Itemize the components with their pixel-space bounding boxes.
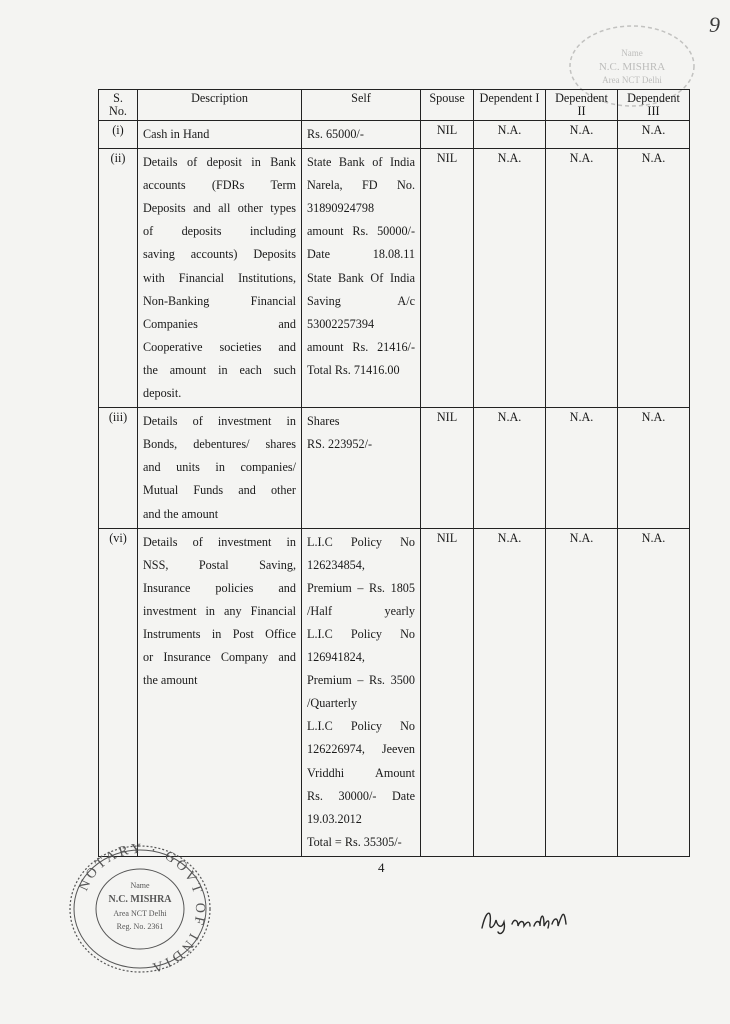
cell-dependent-3: N.A. — [618, 408, 690, 528]
cell-description-line: NSS, Postal Saving, — [143, 557, 296, 572]
seal-line: Reg. No. 2361 — [116, 922, 164, 931]
cell-self-line: 53002257394 — [307, 316, 375, 331]
cell-description — [138, 149, 302, 408]
cell-self-line: 19.03.2012 — [307, 811, 362, 826]
cell-sno: (i) — [99, 121, 138, 149]
cell-self — [302, 408, 421, 528]
cell-self — [302, 121, 421, 149]
cell-self-line: 126234854, — [307, 557, 365, 572]
cell-dependent-3: N.A. — [618, 121, 690, 149]
cell-self-line: L.I.C Policy No — [307, 626, 415, 641]
cell-self-line: amount Rs. 50000/- — [307, 224, 415, 239]
cell-description-line: Bonds, debentures/ shares — [143, 437, 296, 452]
cell-spouse: NIL — [421, 528, 474, 856]
seal-line: Name — [130, 881, 150, 890]
cell-self-line: L.I.C Policy No — [307, 534, 415, 549]
faded-stamp-line: N.C. MISHRA — [598, 61, 666, 73]
header-description: Description — [138, 90, 302, 121]
table-row — [99, 408, 690, 528]
table-header-row — [99, 90, 690, 121]
cell-description-line: Deposits and all other types — [143, 201, 296, 216]
cell-description-line: and units in companies/ — [143, 460, 296, 475]
faded-stamp-line: Area NCT Delhi — [602, 75, 662, 85]
cell-description-line: Cooperative societies and — [143, 339, 296, 354]
cell-description-line: Non-Banking Financial — [143, 293, 296, 308]
cell-description — [138, 528, 302, 856]
header-dependent-3: Dependent III — [618, 90, 690, 121]
cell-description — [138, 121, 302, 149]
cell-description-line: accounts (FDRs Term — [143, 178, 296, 193]
cell-self-line: 126941824, — [307, 650, 365, 665]
cell-self-line: State Bank of India — [307, 155, 415, 170]
faded-stamp-line: Name — [621, 48, 643, 58]
seal-line: N.C. MISHRA — [108, 894, 172, 905]
cell-dependent-3: N.A. — [618, 149, 690, 408]
header-self: Self — [302, 90, 421, 121]
cell-self-line: Total Rs. 71416.00 — [307, 362, 400, 377]
cell-dependent-1: N.A. — [474, 528, 546, 856]
cell-description-line: investment in any Financial — [143, 603, 296, 618]
cell-spouse: NIL — [421, 408, 474, 528]
cell-description-line: Details of deposit in Bank — [143, 155, 296, 170]
cell-self-line: Premium – Rs. 1805 — [307, 580, 415, 595]
cell-self-line: /Half yearly — [307, 603, 415, 618]
cell-dependent-3: N.A. — [618, 528, 690, 856]
seal-line: Area NCT Delhi — [113, 909, 167, 918]
cell-description-line: Cash in Hand — [143, 127, 210, 141]
assets-table — [98, 89, 690, 857]
cell-self-line: Rs. 65000/- — [307, 127, 364, 141]
table-row — [99, 528, 690, 856]
cell-description-line: the amount — [143, 673, 198, 688]
cell-description-line: Instruments in Post Office — [143, 626, 296, 641]
cell-description-line: the amount in each such — [143, 362, 296, 377]
cell-self-line: 31890924798 — [307, 201, 375, 216]
cell-self-line: Date 18.08.11 — [307, 247, 415, 262]
cell-description-line: deposit. — [143, 386, 182, 401]
cell-description-line: with Financial Institutions, — [143, 270, 296, 285]
cell-description — [138, 408, 302, 528]
cell-self-line: Rs. 30000/- Date — [307, 788, 415, 803]
cell-self-line: 126226974, Jeeven — [307, 742, 415, 757]
cell-dependent-1: N.A. — [474, 121, 546, 149]
cell-description-line: Mutual Funds and other — [143, 483, 296, 498]
cell-spouse: NIL — [421, 149, 474, 408]
seal-ring-text: NOTARY · GOVT OF INDIA — [76, 842, 208, 976]
cell-spouse: NIL — [421, 121, 474, 149]
cell-sno: (iii) — [99, 408, 138, 528]
cell-self-line: Premium – Rs. 3500 — [307, 673, 415, 688]
cell-self-line: amount Rs. 21416/- — [307, 339, 415, 354]
cell-self-line: Shares — [307, 414, 340, 429]
cell-description-line: and the amount — [143, 506, 219, 521]
header-spouse: Spouse — [421, 90, 474, 121]
notary-seal — [66, 842, 214, 976]
cell-self-line: Vriddhi Amount — [307, 765, 415, 780]
cell-self-line: Narela, FD No. — [307, 178, 415, 193]
cell-description-line: saving accounts) Deposits — [143, 247, 296, 262]
signature — [478, 898, 578, 938]
cell-description-line: or Insurance Company and — [143, 650, 296, 665]
cell-self-line: Total = Rs. 35305/- — [307, 834, 402, 849]
cell-sno: (vi) — [99, 528, 138, 856]
cell-description-line: Details of investment in — [143, 414, 296, 429]
cell-dependent-1: N.A. — [474, 408, 546, 528]
cell-sno: (ii) — [99, 149, 138, 408]
cell-description-line: Details of investment in — [143, 534, 296, 549]
cell-dependent-1: N.A. — [474, 149, 546, 408]
cell-self-line: State Bank Of India — [307, 270, 415, 285]
page-number: 4 — [378, 860, 385, 875]
cell-self — [302, 528, 421, 856]
cell-self-line: Saving A/c — [307, 293, 415, 308]
cell-description-line: of deposits including — [143, 224, 296, 239]
cell-description-line: Insurance policies and — [143, 580, 296, 595]
cell-self-line: L.I.C Policy No — [307, 719, 415, 734]
cell-description-line: Companies and — [143, 316, 296, 331]
page-corner-mark: 9 — [709, 12, 720, 37]
header-sno: S. No. — [99, 90, 138, 121]
table-row — [99, 121, 690, 149]
cell-dependent-2: N.A. — [546, 528, 618, 856]
cell-dependent-2: N.A. — [546, 121, 618, 149]
cell-dependent-2: N.A. — [546, 408, 618, 528]
header-dependent-1: Dependent I — [474, 90, 546, 121]
cell-self — [302, 149, 421, 408]
cell-self-line: /Quarterly — [307, 696, 358, 711]
table-row — [99, 149, 690, 408]
header-dependent-2: Dependent II — [546, 90, 618, 121]
cell-dependent-2: N.A. — [546, 149, 618, 408]
cell-self-line: RS. 223952/- — [307, 437, 373, 452]
